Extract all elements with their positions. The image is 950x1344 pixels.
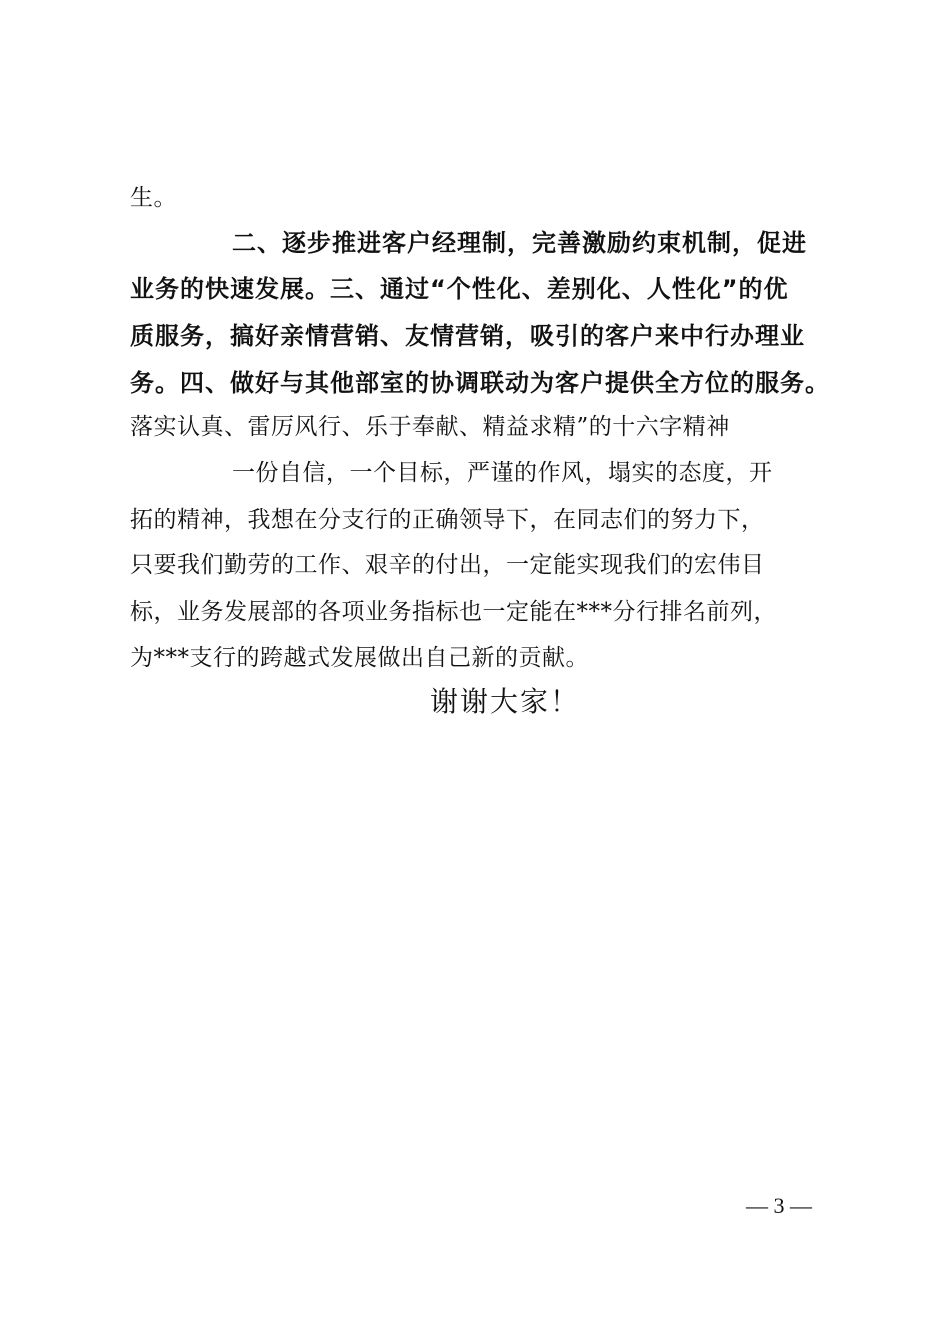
- closing-remark: 谢谢大家！: [429, 685, 580, 718]
- body-text-line: 生。: [130, 185, 177, 211]
- body-text-line: 标，业务发展部的各项业务指标也一定能在***分行排名前列，: [130, 599, 777, 625]
- body-text-line: 务。四、做好与其他部室的协调联动为客户提供全方位的服务。: [130, 369, 830, 397]
- body-text-line: 只要我们勤劳的工作、艰辛的付出，一定能实现我们的宏伟目: [130, 552, 765, 578]
- body-text-line: 为***支行的跨越式发展做出自己新的贡献。: [130, 645, 589, 671]
- body-text-line: 二、逐步推进客户经理制，完善激励约束机制，促进: [232, 229, 807, 257]
- body-text-line: 一份自信，一个目标，严谨的作风，塌实的态度，开: [232, 460, 773, 486]
- body-text-line: 质服务，搞好亲情营销、友情营销，吸引的客户来中行办理业: [130, 322, 805, 350]
- body-text-line: 业务的快速发展。三、通过“个性化、差别化、人性化”的优: [130, 275, 789, 303]
- body-text-line: 落实认真、雷厉风行、乐于奉献、精益求精”的十六字精神: [130, 414, 730, 440]
- page-number: — 3 —: [746, 1193, 812, 1218]
- body-text-line: 拓的精神，我想在分支行的正确领导下，在同志们的努力下，: [130, 507, 765, 533]
